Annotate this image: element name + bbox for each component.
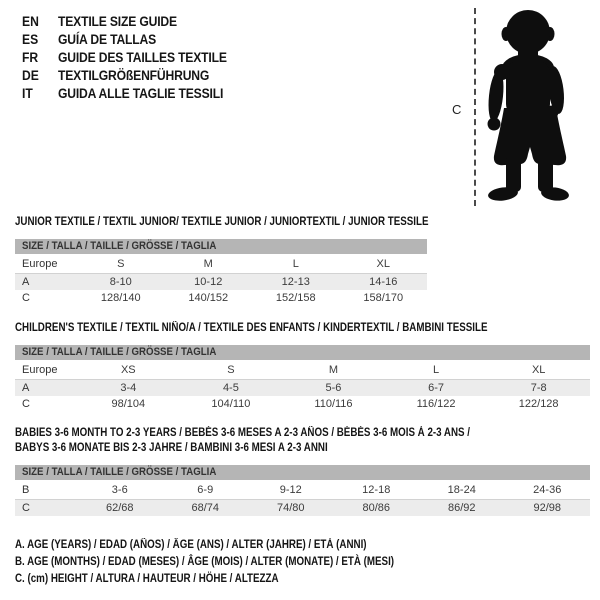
cell-value: M: [328, 364, 339, 376]
row-label: B: [22, 484, 30, 496]
language-code: FR: [22, 50, 39, 65]
size-table-header: [15, 465, 590, 480]
section-title-children: [15, 321, 504, 336]
row-label: C: [22, 398, 30, 410]
language-code: EN: [22, 14, 39, 29]
cell-value: 98/104: [111, 398, 146, 410]
language-title: GUIDE DES TAILLES TEXTILE: [58, 50, 227, 65]
section-title-line: BABYS 3-6 MONATE BIS 2-3 JAHRE / BAMBINI 3-6 MESI A 2-3 ANNI: [15, 442, 328, 454]
language-code: IT: [22, 86, 33, 101]
cell-value: 5-6: [325, 382, 342, 394]
size-table-header-label: SIZE / TALLA / TAILLE / GRÖSSE / TAGLIA: [22, 466, 217, 478]
footnote: C. (cm) HEIGHT / ALTURA / HAUTEUR / HÖHE / ALTEZZA: [15, 573, 279, 585]
cell-value: 122/128: [518, 398, 559, 410]
table-row-c: [15, 290, 427, 307]
cell-value: XL: [376, 258, 390, 270]
language-list: [22, 13, 227, 103]
cell-value: 6-7: [428, 382, 445, 394]
language-row: [22, 67, 227, 85]
language-title: GUÍA DE TALLAS: [58, 32, 157, 47]
toddler-silhouette-icon: [486, 8, 576, 204]
size-table-header-label: SIZE / TALLA / TAILLE / GRÖSSE / TAGLIA: [22, 346, 217, 358]
row-label: A: [22, 382, 30, 394]
cell-value: M: [203, 258, 213, 270]
cell-value: S: [227, 364, 235, 376]
cell-value: XS: [120, 364, 136, 376]
language-title: TEXTILGRÖßENFÜHRUNG: [58, 68, 210, 83]
cell-value: 128/140: [100, 292, 141, 304]
cell-value: 68/74: [191, 502, 220, 514]
cell-value: 86/92: [447, 502, 476, 514]
row-label: Europe: [22, 258, 58, 270]
cell-value: 140/152: [188, 292, 229, 304]
row-label: C: [22, 502, 30, 514]
language-title: TEXTILE SIZE GUIDE: [58, 14, 177, 29]
row-label: A: [22, 276, 30, 288]
cell-value: S: [117, 258, 125, 270]
table-row-a: [15, 273, 427, 290]
footnote: B. AGE (MONTHS) / EDAD (MESES) / ÂGE (MOIS) / ALTER (MONATE) / ETÀ (MESI): [15, 556, 395, 568]
section-title-line: CHILDREN'S TEXTILE / TEXTIL NIÑO/A / TEXTILE DES ENFANTS / KINDERTEXTIL / BAMBINI TESSILE: [15, 322, 488, 334]
language-row: [22, 31, 227, 49]
cell-value: 24-36: [533, 484, 562, 496]
size-table-header: [15, 239, 427, 254]
size-table-header-label: SIZE / TALLA / TAILLE / GRÖSSE / TAGLIA: [22, 240, 217, 252]
section-title-babies: [15, 426, 504, 456]
size-table-children: [15, 345, 590, 413]
cell-value: L: [292, 258, 299, 270]
table-row-a: [15, 379, 590, 396]
table-row-b: [15, 482, 590, 499]
cell-value: 9-12: [279, 484, 302, 496]
size-table-header: [15, 345, 590, 360]
cell-value: 3-4: [120, 382, 137, 394]
cell-value: 12-13: [281, 276, 310, 288]
size-table-babies: [15, 465, 590, 516]
cell-value: 104/110: [211, 398, 251, 410]
cell-value: 7-8: [530, 382, 547, 394]
section-babies: [15, 426, 590, 516]
cell-value: L: [433, 364, 440, 376]
footnotes: [15, 537, 394, 588]
cell-value: 74/80: [276, 502, 305, 514]
language-row: [22, 13, 227, 31]
cell-value: 4-5: [222, 382, 239, 394]
language-row: [22, 49, 227, 67]
section-junior: [15, 215, 501, 307]
language-row: [22, 85, 227, 103]
cell-value: 3-6: [111, 484, 128, 496]
cell-value: 158/170: [363, 292, 404, 304]
cell-value: 116/122: [416, 398, 456, 410]
language-code: DE: [22, 68, 39, 83]
cell-value: 62/68: [105, 502, 134, 514]
cell-value: 6-9: [197, 484, 214, 496]
footnote: A. AGE (YEARS) / EDAD (AÑOS) / ÂGE (ANS) / ALTER (JAHRE) / ETÀ (ANNI): [15, 539, 367, 551]
language-code: ES: [22, 32, 39, 47]
row-label: Europe: [22, 364, 58, 376]
section-children: [15, 321, 590, 413]
table-row-c: [15, 499, 590, 516]
section-title-junior: [15, 215, 429, 230]
cell-value: 10-12: [194, 276, 223, 288]
cell-value: 18-24: [447, 484, 476, 496]
table-row-europe: [15, 256, 427, 273]
table-row-europe: [15, 362, 590, 379]
section-title-line: JUNIOR TEXTILE / TEXTIL JUNIOR/ TEXTILE JUNIOR / JUNIORTEXTIL / JUNIOR TESSILE: [15, 216, 429, 228]
cell-value: 14-16: [369, 276, 398, 288]
cell-value: 92/98: [533, 502, 562, 514]
cell-value: 152/158: [275, 292, 316, 304]
height-label: C: [452, 102, 462, 117]
cell-value: 12-18: [362, 484, 391, 496]
section-title-line: BABIES 3-6 MONTH TO 2-3 YEARS / BEBÉS 3-6 MESES A 2-3 AÑOS / BÉBÉS 3-6 MOIS À 2-3 ANS /: [15, 427, 471, 439]
cell-value: 8-10: [109, 276, 132, 288]
language-title: GUIDA ALLE TAGLIE TESSILI: [58, 86, 224, 101]
size-table-junior: [15, 239, 427, 307]
table-row-c: [15, 396, 590, 413]
cell-value: 80/86: [362, 502, 391, 514]
height-dashed-line: [474, 8, 476, 206]
row-label: C: [22, 292, 30, 304]
cell-value: 110/116: [314, 398, 353, 410]
cell-value: XL: [531, 364, 546, 376]
